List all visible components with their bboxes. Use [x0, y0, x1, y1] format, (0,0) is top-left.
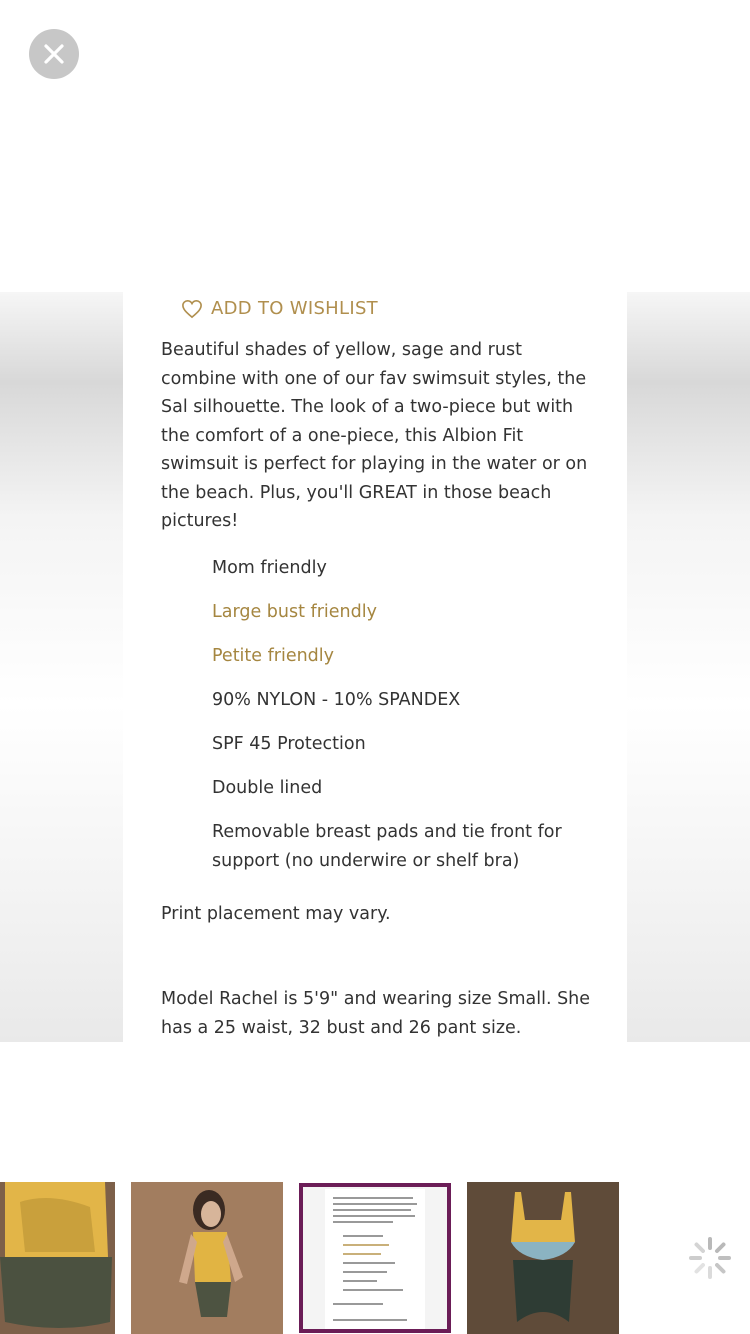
feature-item: 90% NYLON - 10% SPANDEX	[212, 690, 461, 710]
thumbnail-strip	[0, 1182, 750, 1334]
swimsuit-flatlay-photo	[467, 1182, 619, 1334]
product-description: Beautiful shades of yellow, sage and rust combine with one of our fav swimsuit styles, the Sal silhouette. The look of a two-piece but with the comfort of a one-piece, this Albion Fit swimsuit is perfect for playing in the water or on the beach. Plus, you'll GREAT in those beach pictures!	[161, 340, 588, 531]
model-info: Model Rachel is 5'9" and wearing size Small. She has a 25 waist, 32 bust and 26 pant size.	[161, 989, 591, 1038]
close-icon	[43, 43, 65, 65]
heart-icon	[181, 299, 203, 319]
add-to-wishlist-link	[181, 298, 378, 319]
feature-item: Large bust friendly	[212, 602, 377, 622]
feature-list	[212, 554, 602, 891]
swimsuit-back-photo	[0, 1182, 115, 1334]
feature-item: Petite friendly	[212, 646, 335, 666]
feature-item: SPF 45 Protection	[212, 734, 366, 754]
thumbnail-description-selected[interactable]	[299, 1183, 451, 1333]
model-front-photo	[131, 1182, 283, 1334]
wishlist-label: ADD TO WISHLIST	[211, 298, 378, 319]
close-button[interactable]	[29, 29, 79, 79]
spinner-icon	[688, 1236, 732, 1280]
feature-item: Mom friendly	[212, 558, 327, 578]
feature-item: Double lined	[212, 778, 323, 798]
thumbnail-swimsuit-back[interactable]	[0, 1182, 115, 1334]
feature-item: Removable breast pads and tie front for support (no underwire or shelf bra)	[212, 822, 562, 871]
print-placement-note: Print placement may vary.	[161, 904, 391, 924]
thumbnail-swimsuit-flat[interactable]	[467, 1182, 619, 1334]
thumbnail-model-front[interactable]	[131, 1182, 283, 1334]
description-mini-preview	[325, 1189, 425, 1329]
product-description-image	[123, 292, 627, 1042]
